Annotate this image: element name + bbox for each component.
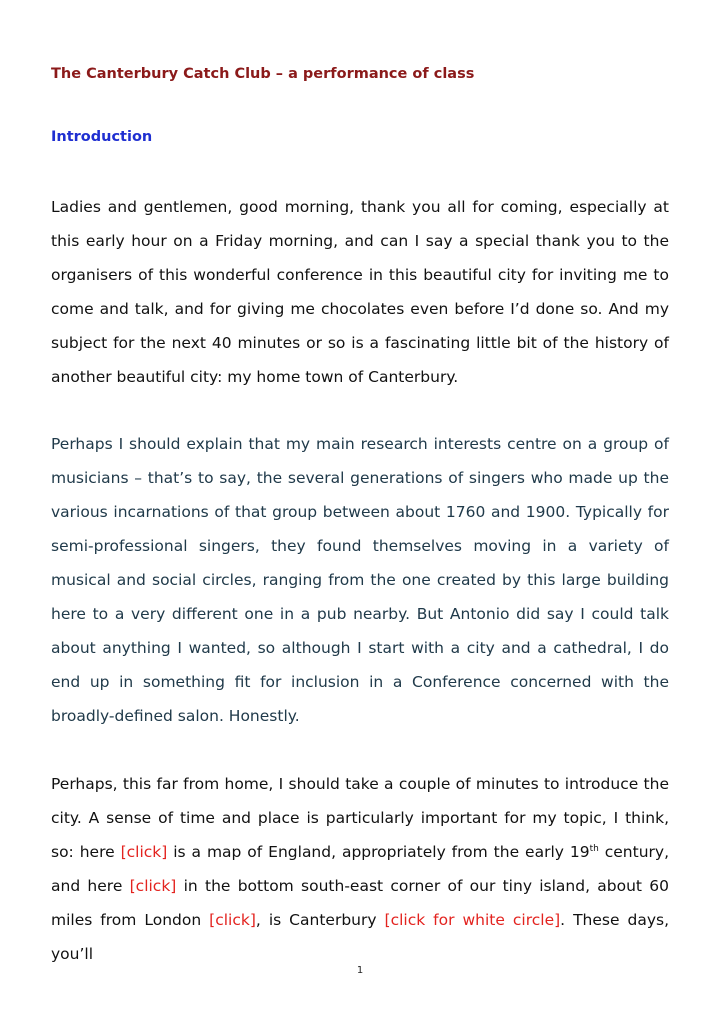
paragraph-text: is a map of England, appropriately from the early 19 xyxy=(167,843,590,861)
paragraph-text: Perhaps, this far from home, I should take a couple of minutes to introduce the city. A sense of time and place is particularly important for my topic, I think, so: here xyxy=(51,775,669,861)
paragraph-city xyxy=(51,767,669,971)
click-cue: [click] xyxy=(129,877,177,895)
superscript-ordinal: th xyxy=(589,843,599,854)
click-cue: [click] xyxy=(120,843,168,861)
click-cue: [click] xyxy=(209,911,256,929)
paragraph-text: century, and here xyxy=(51,843,669,895)
section-heading: Introduction xyxy=(51,129,153,145)
document-title: The Canterbury Catch Club – a performance of class xyxy=(51,66,475,82)
paragraph-text: , is Canterbury xyxy=(255,911,385,929)
paragraph-text: in the bottom south-east corner of our tiny island, about 60 miles from London xyxy=(51,877,669,929)
page-number: 1 xyxy=(356,965,364,976)
paragraph-research: Perhaps I should explain that my main research interests centre on a group of musicians – that’s to say, the several generations of singers who made up the various incarnations of that group between about 1760 and 1900. Typically for semi-professional singers, they found themselves moving in a variety of musical and social circles, ranging from the one created by this large building here to a very different one in a pub nearby. But Antonio did say I could talk about anything I wanted, so although I start with a city and a cathedral, I do end up in something fit for inclusion in a Conference concerned with the broadly-defined salon. Honestly. xyxy=(51,435,669,725)
paragraph-text: . These days, you’ll xyxy=(51,911,670,963)
paragraph-opening: Ladies and gentlemen, good morning, thank you all for coming, especially at this early hour on a Friday morning, and can I say a special thank you to the organisers of this wonderful conference in this beautiful city for inviting me to come and talk, and for giving me chocolates even before I’d done so. And my subject for the next 40 minutes or so is a fascinating little bit of the history of another beautiful city: my home town of Canterbury. xyxy=(51,198,669,386)
click-cue: [click for white circle] xyxy=(384,911,561,929)
